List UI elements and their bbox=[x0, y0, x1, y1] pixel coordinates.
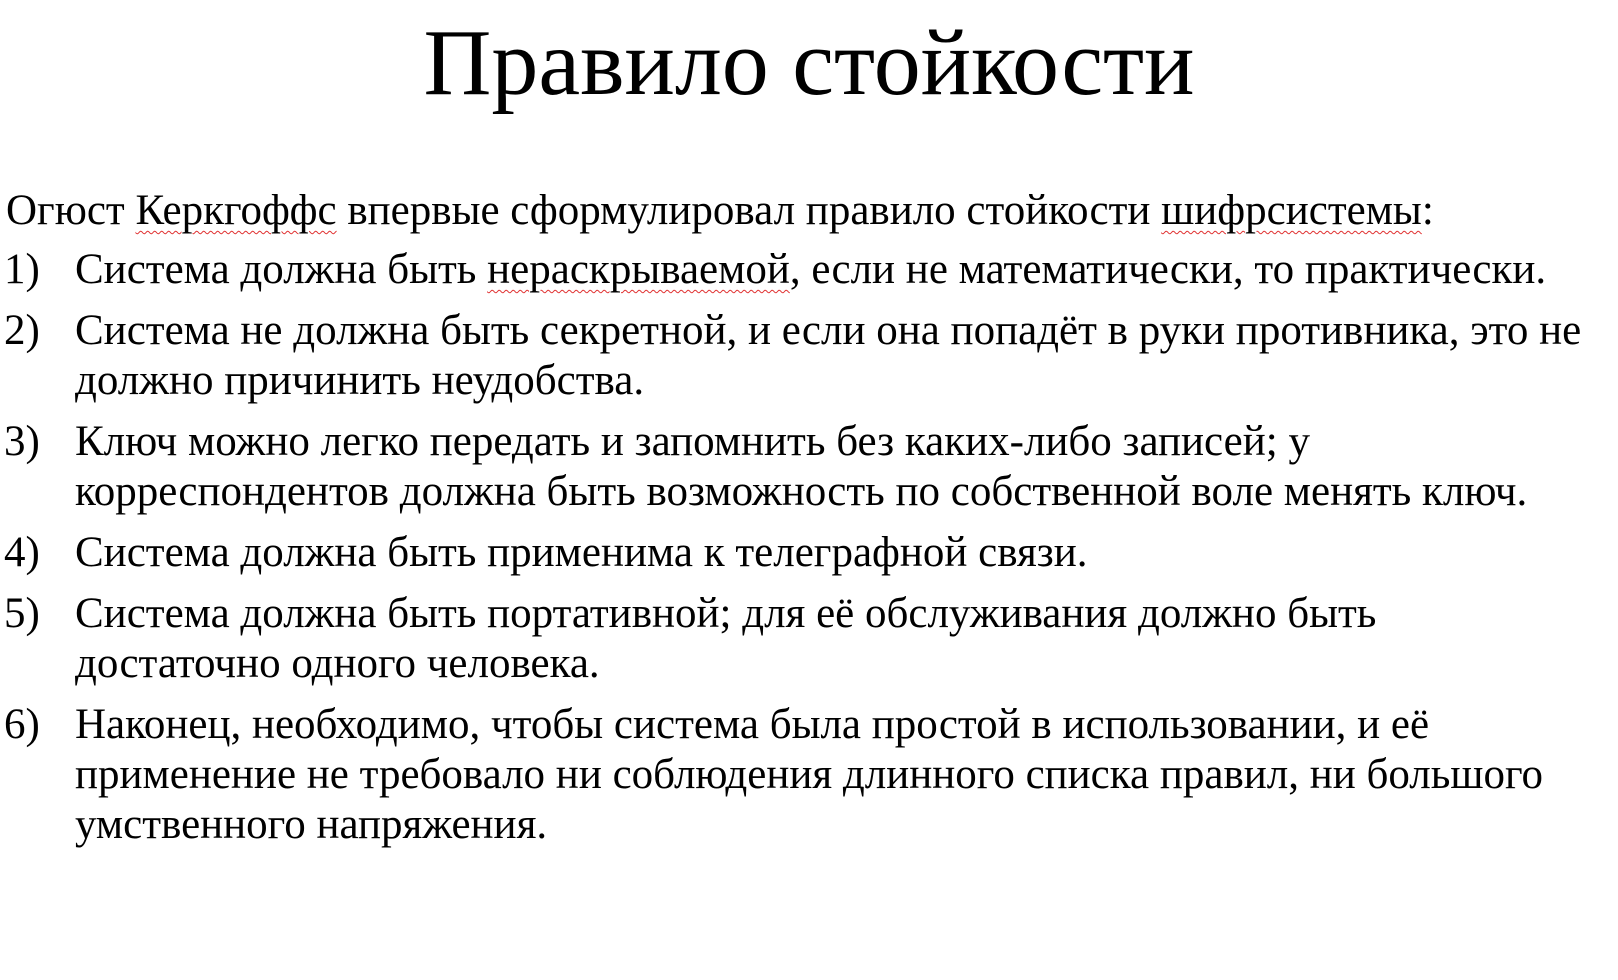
rule-number: 3) bbox=[4, 418, 40, 465]
rule-text: Система должна быть применима к телеграфной связи. bbox=[75, 529, 1088, 576]
rule-text-before: Система должна быть bbox=[75, 246, 488, 293]
intro-paragraph bbox=[6, 186, 1606, 236]
intro-text-middle: впервые сформулировал правило стойкости bbox=[336, 187, 1162, 234]
rule-item bbox=[0, 306, 1590, 406]
rule-spell-word: нераскрываемой bbox=[487, 246, 790, 293]
rule-item bbox=[0, 700, 1590, 850]
intro-term: шифрсистемы bbox=[1161, 187, 1422, 234]
rule-item bbox=[0, 245, 1590, 295]
rule-number: 6) bbox=[4, 701, 40, 748]
rule-number: 4) bbox=[4, 529, 40, 576]
rule-text bbox=[75, 245, 1590, 295]
rule-item bbox=[0, 528, 1590, 578]
rule-number: 5) bbox=[4, 590, 40, 637]
slide-title: Правило стойкости bbox=[423, 11, 1195, 115]
rule-text: Ключ можно легко передать и запомнить без каких-либо записей; у корреспондентов должна быть возможность по собственной воле менять ключ. bbox=[75, 418, 1528, 515]
rule-text: Система должна быть портативной; для её обслуживания должно быть достаточно одного человека. bbox=[75, 590, 1377, 687]
rule-item bbox=[0, 417, 1590, 517]
intro-text-before: Огюст bbox=[6, 187, 136, 234]
rule-text: Наконец, необходимо, чтобы система была простой в использовании, и её применение не требовало ни соблюдения длинного списка правил, ни большого умственного напряжения. bbox=[75, 701, 1544, 848]
rule-text-after: , если не математически, то практически. bbox=[789, 246, 1547, 293]
rule-item bbox=[0, 589, 1590, 689]
rule-text: Система не должна быть секретной, и если она попадёт в руки противника, это не должно причинить неудобства. bbox=[75, 307, 1582, 404]
rules-list bbox=[0, 245, 1590, 861]
rule-number: 2) bbox=[4, 307, 40, 354]
intro-name: Керкгоффс bbox=[135, 187, 337, 234]
rule-number: 1) bbox=[4, 246, 40, 293]
intro-text-after: : bbox=[1421, 187, 1434, 234]
